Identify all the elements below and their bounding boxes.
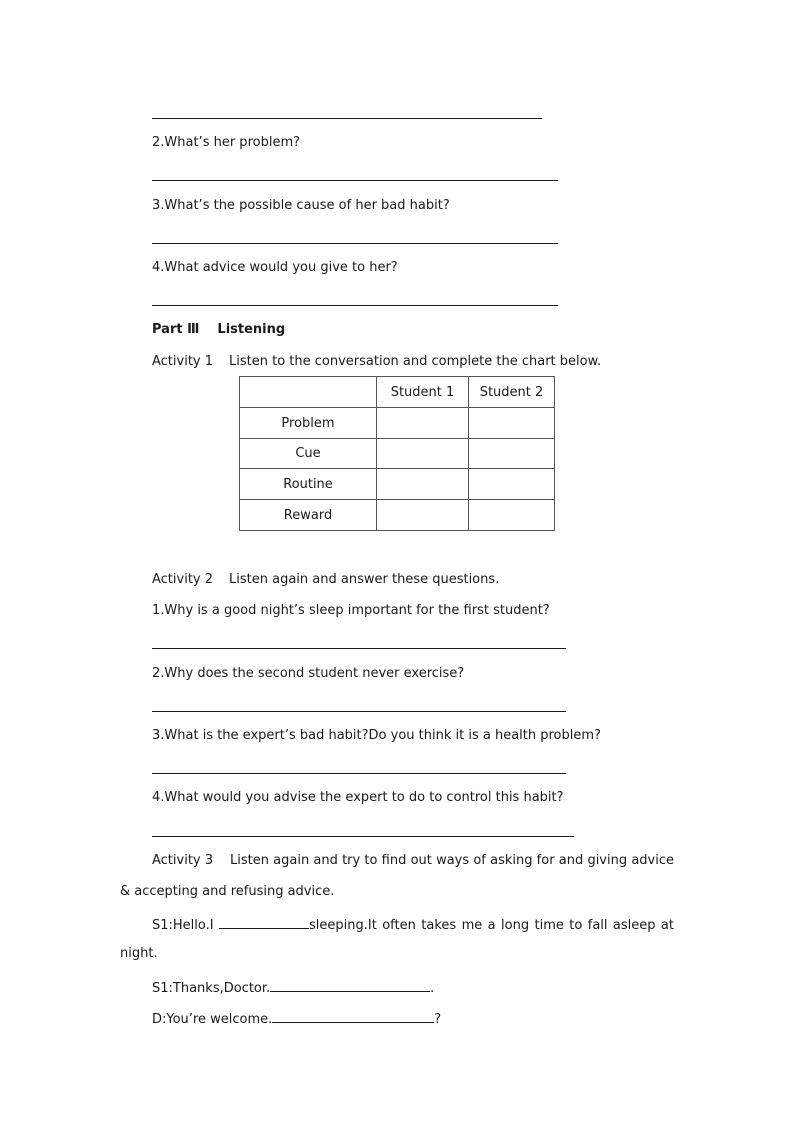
a2-question-1: 1.Why is a good night’s sleep important for the first student?: [152, 603, 550, 618]
activity-text: Listen again and try to find out ways of asking for and giving advice: [229, 853, 674, 868]
answer-line[interactable]: [152, 118, 542, 119]
blank-input[interactable]: [272, 1009, 434, 1023]
table-cell-input[interactable]: [377, 439, 469, 469]
part-heading: [152, 322, 285, 337]
table-row: [240, 408, 555, 439]
answer-line[interactable]: [152, 711, 566, 712]
dialogue-line-1: S1:Hello.I sleeping.It often takes me a long time to fall asleep at: [152, 915, 674, 933]
activity-label: Activity 2: [152, 572, 214, 587]
a2-question-2: 2.Why does the second student never exercise?: [152, 666, 465, 681]
blank-input[interactable]: [270, 978, 430, 992]
row-header-reward: Reward: [240, 500, 377, 531]
answer-line[interactable]: [152, 648, 566, 649]
activity-label: Activity 1: [152, 354, 214, 369]
table-corner-cell: [240, 377, 377, 408]
part-title: Listening: [217, 322, 286, 337]
table-row: [240, 500, 555, 531]
row-header-cue: Cue: [240, 439, 377, 469]
row-header-routine: Routine: [240, 469, 377, 500]
answer-line[interactable]: [152, 243, 558, 244]
column-header-student-2: Student 2: [469, 377, 555, 408]
activity-2-instruction: [152, 572, 499, 587]
activity-text: Listen again and answer these questions.: [229, 572, 500, 587]
column-header-student-1: Student 1: [377, 377, 469, 408]
activity-3-instruction-cont: & accepting and refusing advice.: [120, 884, 335, 899]
dialogue-line-1-cont: night.: [120, 946, 158, 961]
part-label: Part Ⅲ: [152, 322, 200, 337]
blank-input[interactable]: [219, 915, 309, 929]
table-cell-input[interactable]: [469, 408, 555, 439]
activity-1-instruction: [152, 354, 601, 369]
table-cell-input[interactable]: [377, 408, 469, 439]
answer-line[interactable]: [152, 773, 566, 774]
table-row: [240, 439, 555, 469]
answer-line[interactable]: [152, 836, 574, 837]
question-3: 3.What’s the possible cause of her bad habit?: [152, 198, 450, 213]
a2-question-4: 4.What would you advise the expert to do to control this habit?: [152, 790, 564, 805]
question-2: 2.What’s her problem?: [152, 135, 301, 150]
activity-3-instruction: [152, 853, 674, 868]
answer-line[interactable]: [152, 305, 558, 306]
activity-label: Activity 3: [152, 853, 214, 868]
row-header-problem: Problem: [240, 408, 377, 439]
table-cell-input[interactable]: [469, 469, 555, 500]
table-cell-input[interactable]: [469, 500, 555, 531]
answer-line[interactable]: [152, 180, 558, 181]
table-row: [240, 469, 555, 500]
activity-text: Listen to the conversation and complete the chart below.: [229, 354, 602, 369]
dialogue-line-2: S1:Thanks,Doctor. .: [152, 978, 434, 996]
table-cell-input[interactable]: [377, 500, 469, 531]
habit-chart-table: [239, 376, 555, 531]
table-cell-input[interactable]: [377, 469, 469, 500]
table-cell-input[interactable]: [469, 439, 555, 469]
question-4: 4.What advice would you give to her?: [152, 260, 398, 275]
dialogue-line-3: D:You’re welcome. ?: [152, 1009, 441, 1027]
a2-question-3: 3.What is the expert’s bad habit?Do you think it is a health problem?: [152, 728, 601, 743]
